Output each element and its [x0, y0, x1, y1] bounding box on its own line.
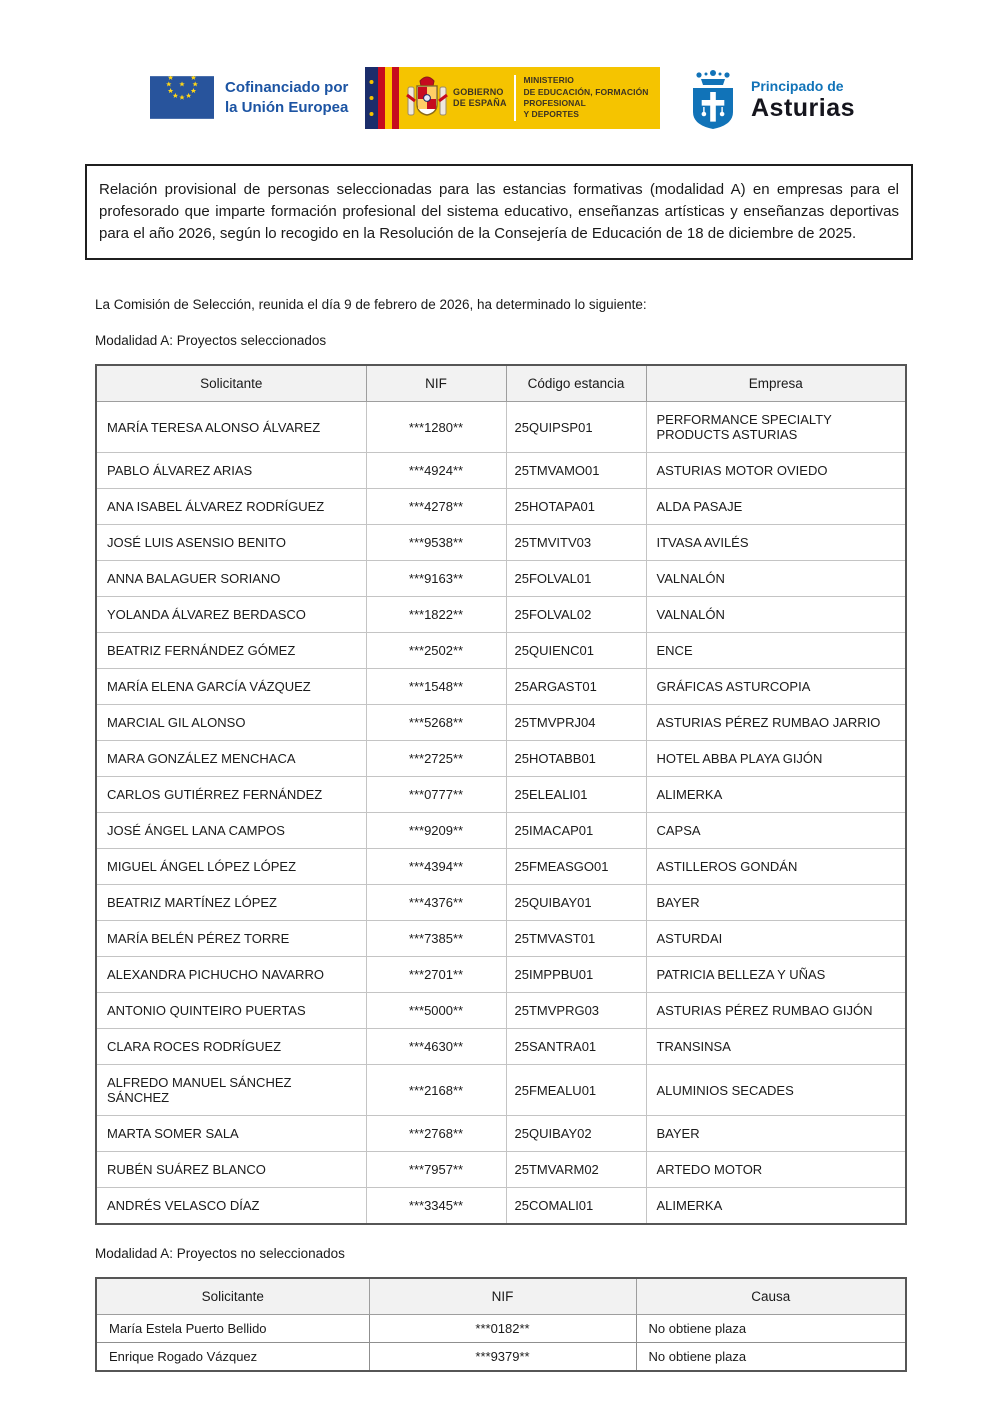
column-header: NIF [366, 365, 506, 402]
table-cell: ***7957** [366, 1152, 506, 1188]
notice-box [85, 164, 913, 260]
table-cell: ***4376** [366, 885, 506, 921]
table-cell: ***1280** [366, 402, 506, 453]
table-cell: ARTEDO MOTOR [646, 1152, 906, 1188]
eu-logo-label-line1: Cofinanciado por [225, 79, 349, 96]
table-cell: 25QUIBAY01 [506, 885, 646, 921]
gobierno-label-line2: DE ESPAÑA [453, 98, 507, 108]
table-cell: 25TMVAMO01 [506, 453, 646, 489]
table-cell: 25FMEASGO01 [506, 849, 646, 885]
table-row [96, 633, 906, 669]
table-cell: JOSÉ ÁNGEL LANA CAMPOS [96, 813, 366, 849]
table-cell: ***3345** [366, 1188, 506, 1225]
asturias-shield-icon [688, 69, 738, 131]
table-cell: 25IMACAP01 [506, 813, 646, 849]
table-cell: MARÍA ELENA GARCÍA VÁZQUEZ [96, 669, 366, 705]
table-cell: GRÁFICAS ASTURCOPIA [646, 669, 906, 705]
selected-projects-table [95, 364, 907, 1225]
table-cell: JOSÉ LUIS ASENSIO BENITO [96, 525, 366, 561]
table-cell: ENCE [646, 633, 906, 669]
table-cell: ASTURIAS PÉREZ RUMBAO GIJÓN [646, 993, 906, 1029]
table-cell: 25HOTABB01 [506, 741, 646, 777]
table-cell: ALUMINIOS SECADES [646, 1065, 906, 1116]
table-cell: 25ELEALI01 [506, 777, 646, 813]
table-row [96, 669, 906, 705]
table-cell: ITVASA AVILÉS [646, 525, 906, 561]
table-row [96, 1029, 906, 1065]
table-cell: ***9538** [366, 525, 506, 561]
asturias-label-line1: Principado de [751, 78, 844, 95]
table-row [96, 921, 906, 957]
table-cell: ***2768** [366, 1116, 506, 1152]
table-row [96, 489, 906, 525]
table-cell: ***2701** [366, 957, 506, 993]
spain-coat-of-arms-icon [405, 71, 449, 125]
table-row [96, 597, 906, 633]
table-cell: 25TMVPRG03 [506, 993, 646, 1029]
table-cell: MARA GONZÁLEZ MENCHACA [96, 741, 366, 777]
table-cell: BEATRIZ MARTÍNEZ LÓPEZ [96, 885, 366, 921]
table-row [96, 561, 906, 597]
table-cell: ***4394** [366, 849, 506, 885]
eu-cofinanced-logo [150, 76, 348, 119]
column-header: Código estancia [506, 365, 646, 402]
table-cell: ANA ISABEL ÁLVAREZ RODRÍGUEZ [96, 489, 366, 525]
table-cell: TRANSINSA [646, 1029, 906, 1065]
table-cell: ***0182** [369, 1315, 636, 1343]
table-row [96, 525, 906, 561]
table-cell: 25ARGAST01 [506, 669, 646, 705]
notice-text: Relación provisional de personas seleccionadas para las estancias formativas (modalidad A) en empresas para el profesorado que imparte formación profesional del sistema educativo, enseñanzas artísticas y enseñanzas deportivas para el año 2026, según lo recogido en la Resolución de la Consejería de Educación de 18 de diciembre de 2025. [99, 181, 899, 243]
column-header: NIF [369, 1278, 636, 1315]
table-cell: 25QUIBAY02 [506, 1116, 646, 1152]
column-header: Solicitante [96, 365, 366, 402]
selected-section-heading: Modalidad A: Proyectos seleccionados [95, 333, 327, 348]
table-cell: MARÍA TERESA ALONSO ÁLVAREZ [96, 402, 366, 453]
table-row [96, 813, 906, 849]
table-cell: ***4924** [366, 453, 506, 489]
table-cell: No obtiene plaza [636, 1315, 906, 1343]
table-cell: ANDRÉS VELASCO DÍAZ [96, 1188, 366, 1225]
table-cell: María Estela Puerto Bellido [96, 1315, 369, 1343]
table-cell: ALDA PASAJE [646, 489, 906, 525]
table-cell: ASTILLEROS GONDÁN [646, 849, 906, 885]
gobierno-label-line1: GOBIERNO [453, 86, 504, 97]
spain-flag-stripes-icon [365, 67, 399, 129]
table-cell: CLARA ROCES RODRÍGUEZ [96, 1029, 366, 1065]
table-cell: 25TMVITV03 [506, 525, 646, 561]
ministry-label-line2: DE EDUCACIÓN, FORMACIÓN PROFESIONAL [523, 86, 649, 108]
table-cell: ***2502** [366, 633, 506, 669]
table-cell: 25TMVAST01 [506, 921, 646, 957]
table-cell: PATRICIA BELLEZA Y UÑAS [646, 957, 906, 993]
table-cell: MARCIAL GIL ALONSO [96, 705, 366, 741]
table-cell: YOLANDA ÁLVAREZ BERDASCO [96, 597, 366, 633]
eu-logo-label-line2: la Unión Europea [225, 98, 349, 116]
table-cell: 25FOLVAL01 [506, 561, 646, 597]
table-cell: ***5268** [366, 705, 506, 741]
table-cell: ***9163** [366, 561, 506, 597]
table-row [96, 1065, 906, 1116]
table-cell: ***1822** [366, 597, 506, 633]
table-cell: 25COMALI01 [506, 1188, 646, 1225]
table-cell: 25QUIPSP01 [506, 402, 646, 453]
table-cell: ALIMERKA [646, 1188, 906, 1225]
table-cell: PABLO ÁLVAREZ ARIAS [96, 453, 366, 489]
principado-asturias-logo [688, 69, 855, 131]
table-cell: ANTONIO QUINTEIRO PUERTAS [96, 993, 366, 1029]
column-header: Causa [636, 1278, 906, 1315]
table-cell: No obtiene plaza [636, 1343, 906, 1372]
table-cell: ***9209** [366, 813, 506, 849]
table-cell: 25FOLVAL02 [506, 597, 646, 633]
table-row [96, 993, 906, 1029]
table-row [96, 1116, 906, 1152]
table-cell: BEATRIZ FERNÁNDEZ GÓMEZ [96, 633, 366, 669]
table-cell: MARTA SOMER SALA [96, 1116, 366, 1152]
table-cell: PERFORMANCE SPECIALTY PRODUCTS ASTURIAS [646, 402, 906, 453]
table-cell: ***7385** [366, 921, 506, 957]
table-cell: ***2168** [366, 1065, 506, 1116]
table-cell: ***4278** [366, 489, 506, 525]
logo-divider [514, 75, 516, 121]
table-row [96, 1315, 906, 1343]
table-row [96, 453, 906, 489]
table-cell: 25HOTAPA01 [506, 489, 646, 525]
table-row [96, 777, 906, 813]
eu-flag-icon [150, 76, 214, 119]
column-header: Empresa [646, 365, 906, 402]
table-cell: CAPSA [646, 813, 906, 849]
table-cell: 25FMEALU01 [506, 1065, 646, 1116]
table-row [96, 1188, 906, 1225]
table-cell: 25TMVPRJ04 [506, 705, 646, 741]
ministry-label-line1: MINISTERIO [523, 75, 575, 86]
table-cell: MIGUEL ÁNGEL LÓPEZ LÓPEZ [96, 849, 366, 885]
table-cell: BAYER [646, 1116, 906, 1152]
table-cell: 25TMVARM02 [506, 1152, 646, 1188]
table-cell: ANNA BALAGUER SORIANO [96, 561, 366, 597]
table-row [96, 885, 906, 921]
not-selected-projects-table [95, 1277, 907, 1372]
table-cell: ALFREDO MANUEL SÁNCHEZ SÁNCHEZ [96, 1065, 366, 1116]
table-cell: 25SANTRA01 [506, 1029, 646, 1065]
document-body [95, 297, 905, 1372]
table-cell: ***0777** [366, 777, 506, 813]
gobierno-espana-logo [365, 67, 660, 129]
table-cell: Enrique Rogado Vázquez [96, 1343, 369, 1372]
table-cell: ALEXANDRA PICHUCHO NAVARRO [96, 957, 366, 993]
ministry-label-line3: Y DEPORTES [523, 109, 580, 120]
column-header: Solicitante [96, 1278, 369, 1315]
table-cell: RUBÉN SUÁREZ BLANCO [96, 1152, 366, 1188]
table-cell: HOTEL ABBA PLAYA GIJÓN [646, 741, 906, 777]
table-cell: ALIMERKA [646, 777, 906, 813]
table-row [96, 705, 906, 741]
table-row [96, 849, 906, 885]
intro-text: La Comisión de Selección, reunida el día 9 de febrero de 2026, ha determinado lo siguiente: [95, 297, 647, 312]
table-cell: VALNALÓN [646, 561, 906, 597]
table-cell: ***5000** [366, 993, 506, 1029]
table-row [96, 402, 906, 453]
table-cell: CARLOS GUTIÉRREZ FERNÁNDEZ [96, 777, 366, 813]
table-cell: ASTURIAS PÉREZ RUMBAO JARRIO [646, 705, 906, 741]
table-cell: BAYER [646, 885, 906, 921]
table-cell: ***2725** [366, 741, 506, 777]
table-cell: ASTURDAI [646, 921, 906, 957]
table-row [96, 1343, 906, 1372]
table-cell: ***1548** [366, 669, 506, 705]
table-cell: 25QUIENC01 [506, 633, 646, 669]
not-selected-section-heading: Modalidad A: Proyectos no seleccionados [95, 1246, 345, 1261]
asturias-label-line2: Asturias [751, 93, 856, 122]
table-cell: MARÍA BELÉN PÉREZ TORRE [96, 921, 366, 957]
table-cell: 25IMPPBU01 [506, 957, 646, 993]
table-cell: VALNALÓN [646, 597, 906, 633]
table-row [96, 1152, 906, 1188]
table-cell: ASTURIAS MOTOR OVIEDO [646, 453, 906, 489]
table-row [96, 741, 906, 777]
table-row [96, 957, 906, 993]
table-cell: ***4630** [366, 1029, 506, 1065]
table-cell: ***9379** [369, 1343, 636, 1372]
